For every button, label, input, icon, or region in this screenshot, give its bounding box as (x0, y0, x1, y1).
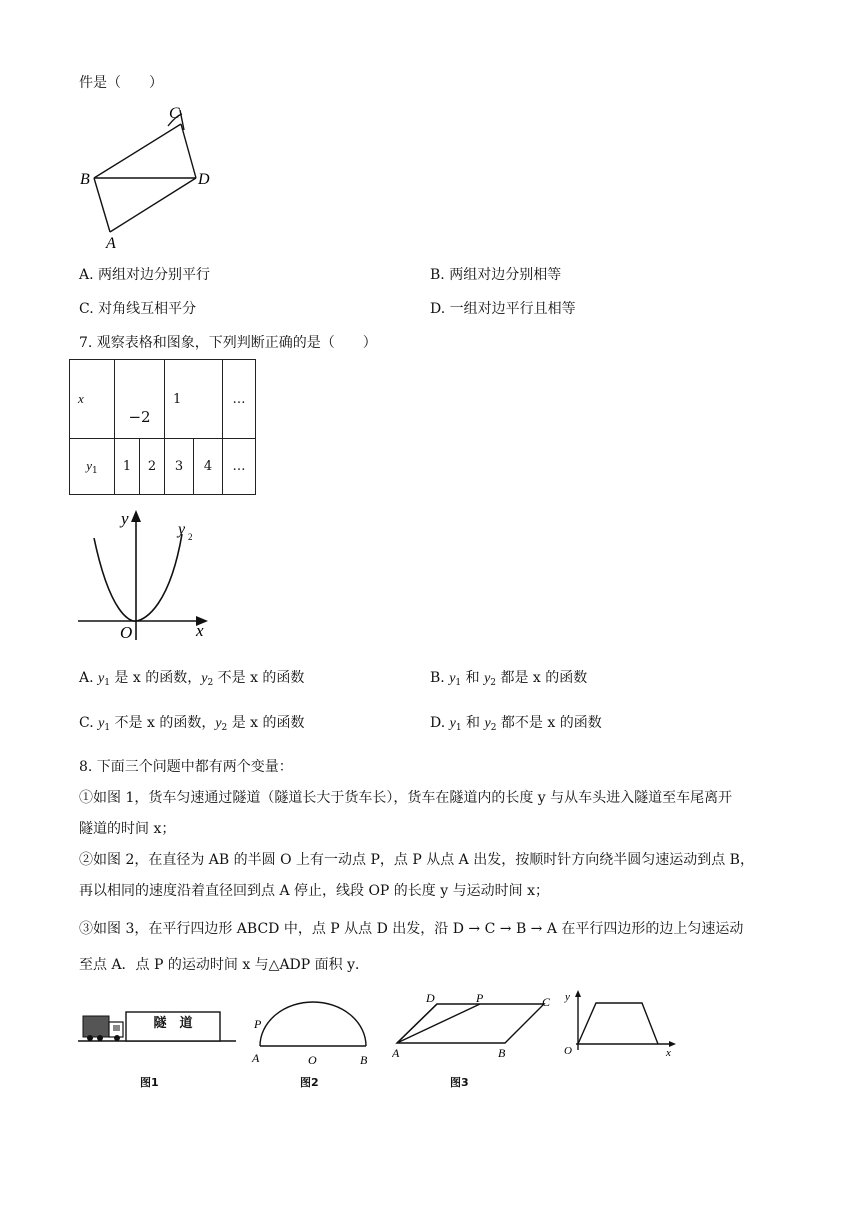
table-cell: … (223, 360, 256, 439)
table-cell: 4 (194, 439, 223, 495)
truck-wheel (114, 1035, 120, 1041)
table-y1-label: $y_1$ (70, 439, 115, 495)
graph-x-label: x (196, 621, 204, 640)
q7-option-c[interactable]: C. $y_1$ 不是 x 的函数，$y_2$ 是 x 的函数 (79, 715, 305, 733)
fig3-caption: 图3 (450, 1076, 469, 1089)
fig4-label-y: y (565, 991, 570, 1003)
fig3-parallelogram (392, 990, 558, 1064)
q7-value-table (69, 359, 256, 495)
graph-origin-label: O (120, 623, 133, 642)
q7-parabola-graph (74, 504, 224, 644)
fig1-caption: 图1 (140, 1076, 159, 1089)
q6-stem-tail: 件是（ ） (79, 75, 163, 91)
table-cell: −2 (115, 360, 165, 439)
q6-label-b: B (80, 171, 90, 188)
q6-quadrilateral-figure (76, 100, 226, 255)
truck-wheel (87, 1035, 93, 1041)
q6-option-c[interactable]: C. 对角线互相平分 (79, 301, 197, 317)
q8-item3-line2: 至点 A．点 P 的运动时间 x 与△ADP 面积 y． (79, 957, 370, 973)
fig4-label-x: x (666, 1047, 671, 1058)
q7-option-b[interactable]: B. $y_1$ 和 $y_2$ 都是 x 的函数 (430, 670, 588, 688)
table-cell: 1 (165, 360, 223, 439)
fig3-label-b: B (498, 1046, 506, 1060)
fig4-trapezoid-graph (562, 988, 680, 1058)
fig3-label-a: A (392, 1046, 400, 1060)
table-cell: 2 (140, 439, 165, 495)
q7-option-a[interactable]: A. $y_1$ 是 x 的函数，$y_2$ 不是 x 的函数 (79, 670, 305, 688)
table-x-label: x (70, 360, 115, 439)
fig4-label-o: O (564, 1045, 572, 1057)
q7-option-d[interactable]: D. $y_1$ 和 $y_2$ 都不是 x 的函数 (430, 715, 602, 733)
table-cell: 3 (165, 439, 194, 495)
q6-label-a: A (106, 235, 116, 252)
graph-y2-sub: 2 (188, 532, 193, 542)
q8-item3-line1: ③如图 3，在平行四边形 ABCD 中，点 P 从点 D 出发，沿 D → C → B → A 在平行四边形的边上匀速运动 (79, 921, 744, 937)
q8-item2-line1: ②如图 2，在直径为 AB 的半圆 O 上有一动点 P，点 P 从点 A 出发，按顺时针方向绕半圆匀速运动到点 B， (79, 852, 754, 868)
q7-stem: 7. 观察表格和图象，下列判断正确的是（ ） (79, 335, 377, 351)
table-cell: 1 (115, 439, 140, 495)
fig2-label-o: O (308, 1053, 317, 1067)
q8-stem: 8. 下面三个问题中都有两个变量： (79, 759, 293, 775)
fig3-label-p: P (476, 991, 484, 1005)
graph-y-label: y (121, 509, 129, 528)
fig2-label-p: P (254, 1017, 262, 1031)
q6-label-c: C (169, 105, 180, 122)
tunnel-label: 隧 道 (153, 1016, 193, 1031)
q8-item1-line2: 隧道的时间 x； (79, 821, 176, 837)
q8-item2-line2: 再以相同的速度沿着直径回到点 A 停止，线段 OP 的长度 y 与运动时间 x； (79, 883, 549, 899)
graph-y2-label: y (178, 521, 186, 538)
q8-item1-line1: ①如图 1，货车匀速通过隧道（隧道长大于货车长），货车在隧道内的长度 y 与从车头进入隧道至车尾离开 (79, 790, 733, 806)
fig2-label-a: A (252, 1051, 260, 1065)
q6-option-d[interactable]: D. 一组对边平行且相等 (430, 301, 576, 317)
table-cell: … (223, 439, 256, 495)
q6-option-b[interactable]: B. 两组对边分别相等 (430, 267, 562, 283)
truck-wheel (97, 1035, 103, 1041)
q6-label-d: D (198, 171, 210, 188)
fig2-label-b: B (360, 1053, 368, 1067)
fig2-caption: 图2 (300, 1076, 319, 1089)
fig3-label-d: D (426, 991, 435, 1005)
fig2-semicircle (250, 1000, 376, 1072)
fig3-label-c: C (542, 995, 551, 1009)
q6-option-a[interactable]: A. 两组对边分别平行 (79, 267, 211, 283)
